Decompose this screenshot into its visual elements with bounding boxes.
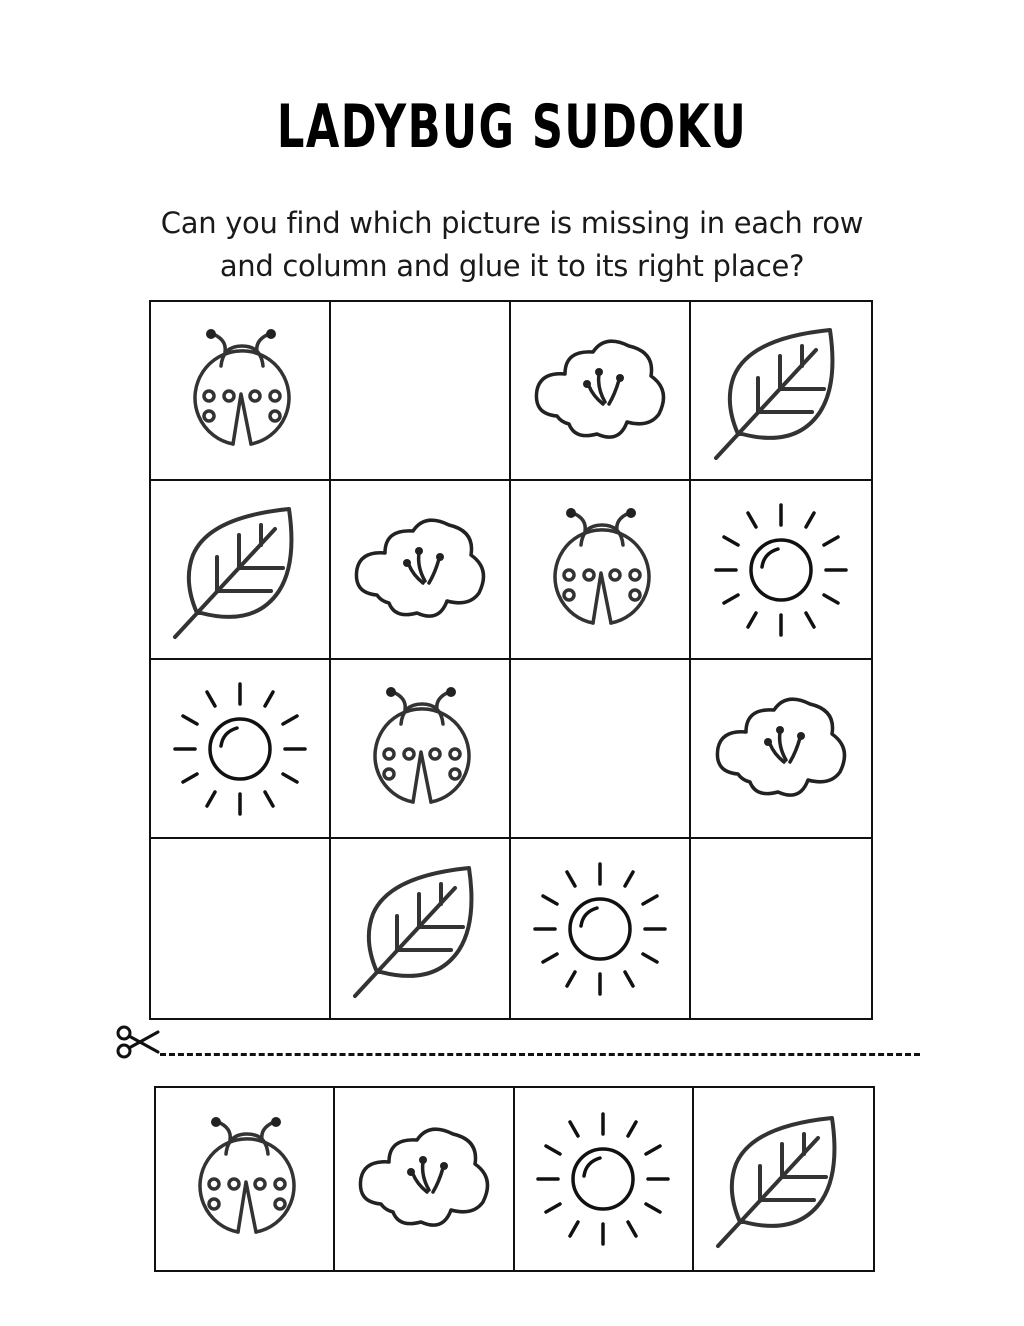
ladybug-icon bbox=[165, 316, 315, 466]
grid-cell-r3c3-empty[interactable] bbox=[511, 660, 691, 839]
page-title: LADYBUG SUDOKU bbox=[276, 92, 748, 162]
ladybug-icon bbox=[525, 495, 675, 645]
cutout-pieces-strip bbox=[154, 1086, 875, 1272]
leaf-icon bbox=[706, 316, 856, 466]
instructions-text: Can you find which picture is missing in each row and column and glue it to its right place? bbox=[160, 206, 864, 283]
cutout-piece-sun[interactable] bbox=[515, 1088, 694, 1270]
cutout-piece-leaf[interactable] bbox=[694, 1088, 873, 1270]
sun-icon bbox=[525, 854, 675, 1004]
flower-icon bbox=[525, 316, 675, 466]
grid-cell-r2c4 bbox=[691, 481, 871, 660]
grid-cell-r4c3 bbox=[511, 839, 691, 1018]
grid-cell-r1c3 bbox=[511, 302, 691, 481]
cutout-piece-flower[interactable] bbox=[335, 1088, 514, 1270]
grid-cell-r2c1 bbox=[151, 481, 331, 660]
sun-icon bbox=[528, 1104, 678, 1254]
sun-icon bbox=[165, 674, 315, 824]
sun-icon bbox=[706, 495, 856, 645]
scissors-icon bbox=[114, 1022, 162, 1062]
grid-cell-r2c2 bbox=[331, 481, 511, 660]
sudoku-grid bbox=[149, 300, 873, 1020]
cut-line bbox=[160, 1053, 920, 1056]
flower-icon bbox=[345, 495, 495, 645]
leaf-icon bbox=[708, 1104, 858, 1254]
grid-cell-r3c2 bbox=[331, 660, 511, 839]
ladybug-icon bbox=[170, 1104, 320, 1254]
ladybug-icon bbox=[345, 674, 495, 824]
flower-icon bbox=[706, 674, 856, 824]
grid-cell-r3c4 bbox=[691, 660, 871, 839]
grid-cell-r1c4 bbox=[691, 302, 871, 481]
flower-icon bbox=[349, 1104, 499, 1254]
grid-cell-r4c2 bbox=[331, 839, 511, 1018]
grid-cell-r2c3 bbox=[511, 481, 691, 660]
grid-cell-r4c1-empty[interactable] bbox=[151, 839, 331, 1018]
grid-cell-r4c4-empty[interactable] bbox=[691, 839, 871, 1018]
grid-cell-r3c1 bbox=[151, 660, 331, 839]
cutout-piece-ladybug[interactable] bbox=[156, 1088, 335, 1270]
leaf-icon bbox=[345, 854, 495, 1004]
grid-cell-r1c1 bbox=[151, 302, 331, 481]
grid-cell-r1c2-empty[interactable] bbox=[331, 302, 511, 481]
leaf-icon bbox=[165, 495, 315, 645]
